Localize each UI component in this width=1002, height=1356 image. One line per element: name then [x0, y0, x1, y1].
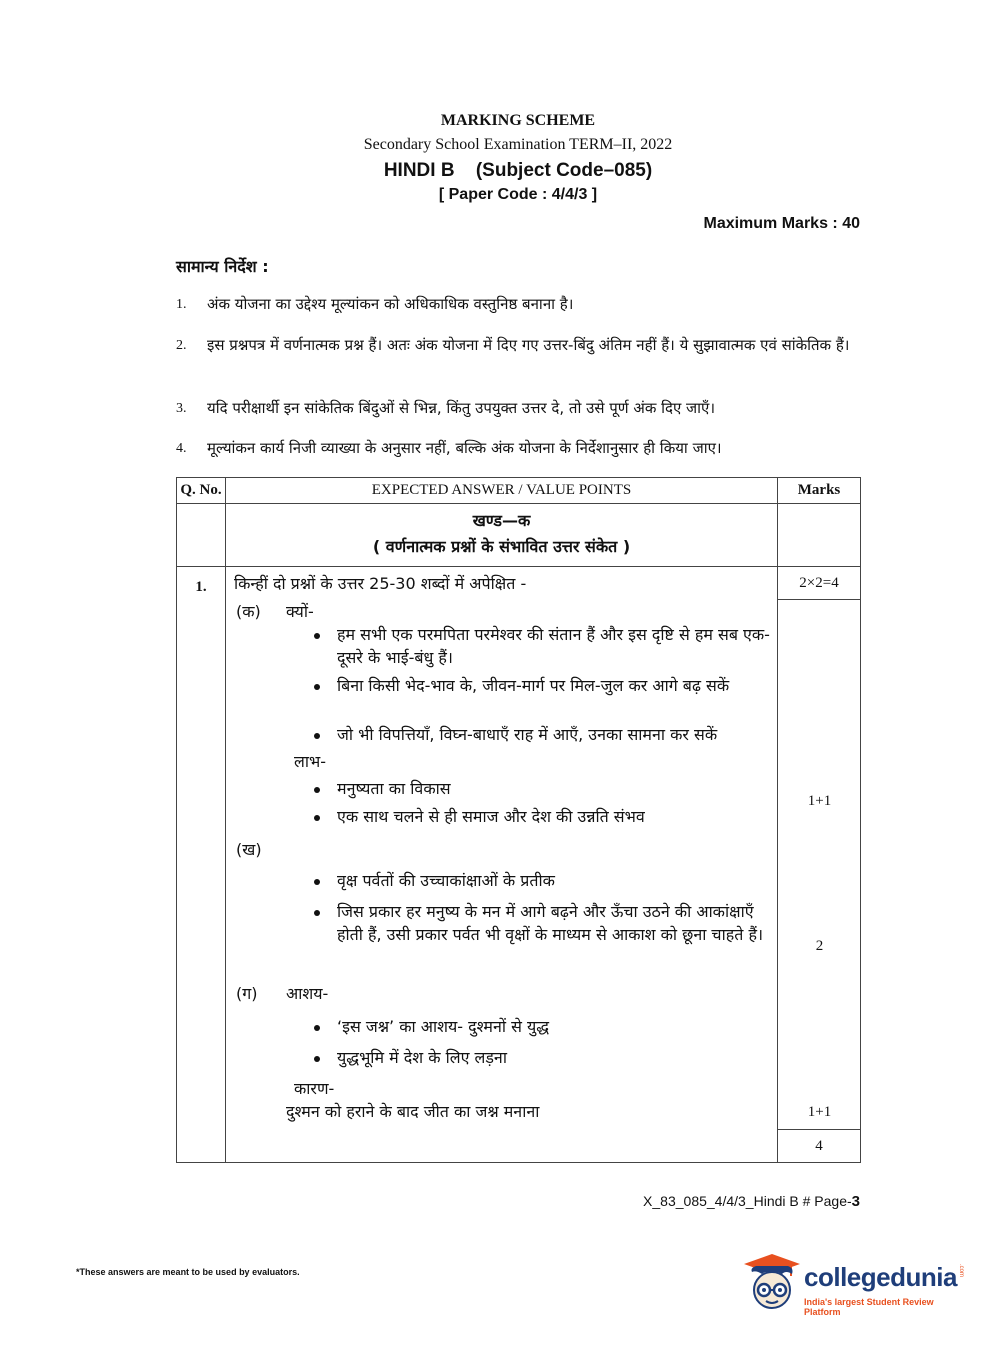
header-marks: Marks [778, 478, 861, 504]
instruction-text: यदि परीक्षार्थी इन सांकेतिक बिंदुओं से भिन्न, किंतु उपयुक्त उत्तर दे, तो उसे पूर्ण अंक दिए जाएँ। [207, 399, 716, 417]
document-header [0, 112, 1002, 204]
instruction-text: अंक योजना का उद्देश्य मूल्यांकन को अधिकाधिक वस्तुनिष्ठ बनाना है। [207, 295, 574, 313]
bullet-icon [314, 1056, 320, 1062]
benefit-bullet: मनुष्यता का विकास [337, 779, 451, 798]
collegedunia-logo [742, 1250, 972, 1316]
instruction-number: 1. [176, 297, 187, 312]
instruction-number: 3. [176, 401, 187, 416]
answer-cell [226, 567, 778, 1163]
question-row [177, 567, 861, 600]
page-footer [643, 1193, 860, 1210]
header-qno: Q. No. [177, 478, 226, 504]
logo-wordmark: collegedunia [804, 1262, 957, 1292]
question-prompt: किन्हीं दो प्रश्नों के उत्तर 25-30 शब्दों में अपेक्षित - [234, 574, 527, 593]
part-b-marks: 2 [815, 938, 824, 954]
marking-scheme-title: MARKING SCHEME [440, 112, 596, 129]
part-c-bullet: ‘इस जश्न’ का आशय- दुश्मनों से युद्ध [337, 1017, 550, 1036]
section-title: खण्ड—क [472, 511, 531, 530]
total-marks: 2×2=4 [778, 567, 861, 600]
bullet-icon [314, 733, 320, 739]
instruction-item [176, 437, 860, 459]
bullet-icon [314, 910, 320, 916]
page-code: X_83_085_4/4/3_Hindi B # Page- [643, 1193, 852, 1209]
instruction-item [176, 397, 860, 419]
answer-table [176, 477, 861, 1163]
table-header-row [177, 478, 861, 504]
instruction-text: इस प्रश्नपत्र में वर्णनात्मक प्रश्न हैं। अतः अंक योजना में दिए गए उत्तर-बिंदु अंतिम नहीं हैं। ये सुझावात्मक एवं सांकेतिक हैं। [207, 336, 850, 354]
subject-name: HINDI B [383, 160, 455, 181]
bullet-icon [314, 879, 320, 885]
mascot-icon [742, 1250, 804, 1312]
benefit-heading: लाभ- [294, 752, 327, 771]
part-a-marks: 1+1 [807, 793, 832, 809]
exam-name: Secondary School Examination TERM–II, 2022 [363, 136, 673, 153]
part-a-bullet: जो भी विपत्तियाँ, विघ्न-बाधाएँ राह में आएँ, उनका सामना कर सकें [337, 725, 718, 744]
bullet-icon [314, 684, 320, 690]
subject-line [0, 160, 1002, 182]
part-b-bullet: जिस प्रकार हर मनुष्य के मन में आगे बढ़ने और ऊँचा उठने की आकांक्षाएँ होती हैं, उसी प्रकार पर्वत भी वृक्षों के माध्यम से आकाश को छूना चाहते हैं। [337, 902, 764, 944]
section-heading-cell [226, 504, 778, 567]
part-c-marks: 1+1 [807, 1104, 832, 1120]
reason-heading: कारण- [294, 1079, 335, 1098]
part-b-label: (ख) [236, 840, 262, 859]
maximum-marks: Maximum Marks : 40 [703, 215, 860, 232]
section-subtitle: ( वर्णनात्मक प्रश्नों के संभावित उत्तर संकेत ) [372, 537, 631, 556]
instruction-item [176, 334, 860, 356]
instruction-number: 2. [176, 338, 187, 353]
part-c-label: (ग) [236, 984, 258, 1003]
part-b-bullet: वृक्ष पर्वतों की उच्चाकांक्षाओं के प्रतीक [337, 871, 555, 890]
instructions-heading: सामान्य निर्देश : [176, 257, 269, 276]
evaluator-disclaimer: *These answers are meant to be used by evaluators. [76, 1267, 300, 1277]
instruction-number: 4. [176, 441, 187, 456]
subject-code: (Subject Code–085) [475, 160, 653, 181]
bullet-icon [314, 633, 320, 639]
paper-code: [ Paper Code : 4/4/3 ] [438, 186, 598, 203]
header-answer: EXPECTED ANSWER / VALUE POINTS [226, 478, 778, 504]
part-a-bullet: हम सभी एक परमपिता परमेश्वर की संतान हैं और इस दृष्टि से हम सब एक-दूसरे के भाई-बंधु हैं। [337, 625, 770, 667]
final-marks: 4 [778, 1130, 861, 1163]
part-c-bullet: युद्धभूमि में देश के लिए लड़ना [337, 1048, 507, 1067]
part-a-bullet: बिना किसी भेद-भाव के, जीवन-मार्ग पर मिल-जुल कर आगे बढ़ सकें [337, 676, 730, 695]
section-row [177, 504, 861, 567]
marks-detail-cell [778, 600, 861, 1130]
section-marks-cell [778, 504, 861, 567]
bullet-icon [314, 815, 320, 821]
part-a-label: (क) [236, 602, 261, 621]
benefit-bullet: एक साथ चलने से ही समाज और देश की उन्नति संभव [337, 807, 645, 826]
part-a-heading: क्यों- [286, 602, 314, 621]
question-number: 1. [177, 567, 226, 1163]
page-number: 3 [851, 1193, 860, 1210]
logo-suffix: .com [958, 1264, 964, 1278]
instruction-text: मूल्यांकन कार्य निजी व्याख्या के अनुसार नहीं, बल्कि अंक योजना के निर्देशानुसार ही किया जाए। [207, 439, 722, 457]
reason-text: दुश्मन को हराने के बाद जीत का जश्न मनाना [286, 1102, 540, 1121]
instruction-item [176, 293, 860, 315]
logo-tagline: India's largest Student Review Platform [804, 1297, 934, 1317]
part-c-heading: आशय- [286, 984, 329, 1003]
section-qno-cell [177, 504, 226, 567]
bullet-icon [314, 787, 320, 793]
bullet-icon [314, 1025, 320, 1031]
